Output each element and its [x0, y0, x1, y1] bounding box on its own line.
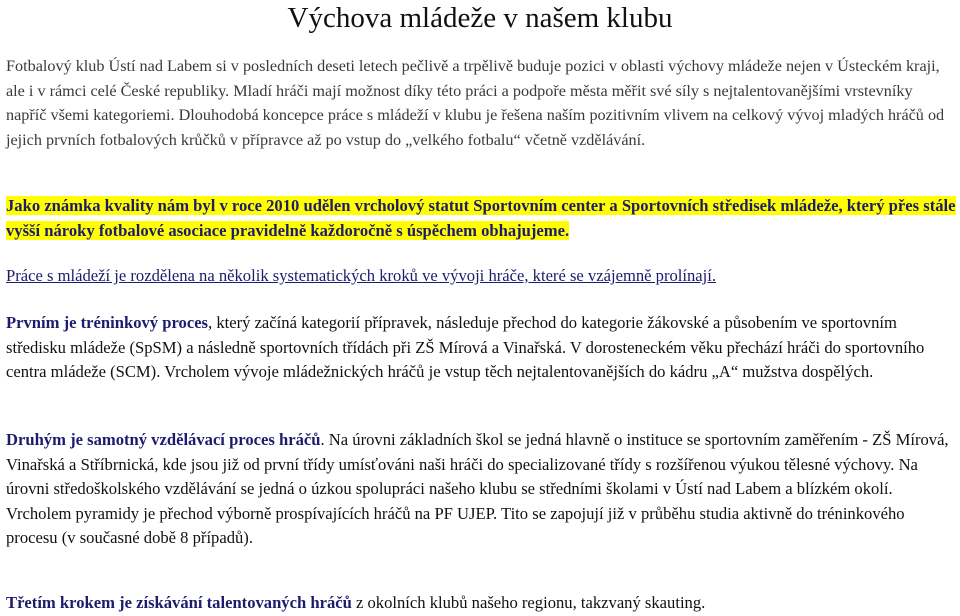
quality-statement-highlight: Jako známka kvality nám byl v roce 2010 udělen vrcholový statut Sportovním center a Sportovních středisek mládeže, který přes stále vyšší nároky fotbalové asociace pravidelně každoročně s úspěchem obhajujeme. [6, 196, 956, 240]
structure-paragraph: Práce s mládeží je rozdělena na několik systematických kroků ve vývoji hráče, které se vzájemně prolínají. [6, 266, 717, 285]
third-step-text: z okolních klubů našeho regionu, takzvaný skauting. [351, 593, 706, 612]
first-step-paragraph [6, 311, 956, 385]
second-step-lead: Druhým je samotný vzdělávací proces hráčů [6, 430, 321, 449]
intro-paragraph: Fotbalový klub Ústí nad Labem si v posledních deseti letech pečlivě a trpělivě buduje pozici v oblasti výchovy mládeže nejen v Ústeckém kraji, ale i v rámci celé České republiky. Mladí hráči mají možnost díky této práci a podpoře města měřit své síly s nejtalentovanějšími vrstevníky napříč všemi kategoriemi. Dlouhodobá koncepce práce s mládeží v klubu je řešena naším pozitivním vlivem na celkový vývoj mladých hráčů od jejich prvních fotbalových krůčků v přípravce až po vstup do „velkého fotbalu“ včetně vzdělávání. [6, 57, 945, 149]
third-step-paragraph [6, 591, 956, 616]
first-step-text: , který začíná kategorií přípravek, následuje přechod do kategorie žákovské a působením ve sportovním středisku mládeže (SpSM) a následně sportovních třídách při ZŠ Mírová a Vinařská. V dorosteneckém věku přechází hráči do sportovního centra mládeže (SCM). Vrcholem vývoje mládežnických hráčů je vstup těch nejtalentovanějších do kádru „A“ mužstva dospělých. [6, 313, 925, 382]
third-step-lead: Třetím krokem je získávání talentovaných hráčů [6, 593, 352, 612]
second-step-paragraph [6, 428, 956, 551]
quality-paragraph [6, 194, 956, 243]
page-title: Výchova mládeže v našem klubu [287, 2, 673, 34]
second-step-text: . Na úrovni základních škol se jedná hlavně o instituce se sportovním zaměřením - ZŠ Mírová, Vinařská a Stříbrnická, kde jsou již od první třídy umísťováni naši hráči do specializované třídy s rozšířenou výukou tělesné výchovy. Na úrovni středoškolského vzdělávání se jedná o úzkou spolupráci našeho klubu se středními školami v Ústí nad Labem a blízkém okolí. Vrcholem pyramidy je přechod výborně prospívajících hráčů na PF UJEP. Tito se zapojují již v průběhu studia aktivně do tréninkového procesu (v současné době 8 případů). [6, 430, 949, 548]
first-step-lead: Prvním je tréninkový proces [6, 313, 209, 332]
